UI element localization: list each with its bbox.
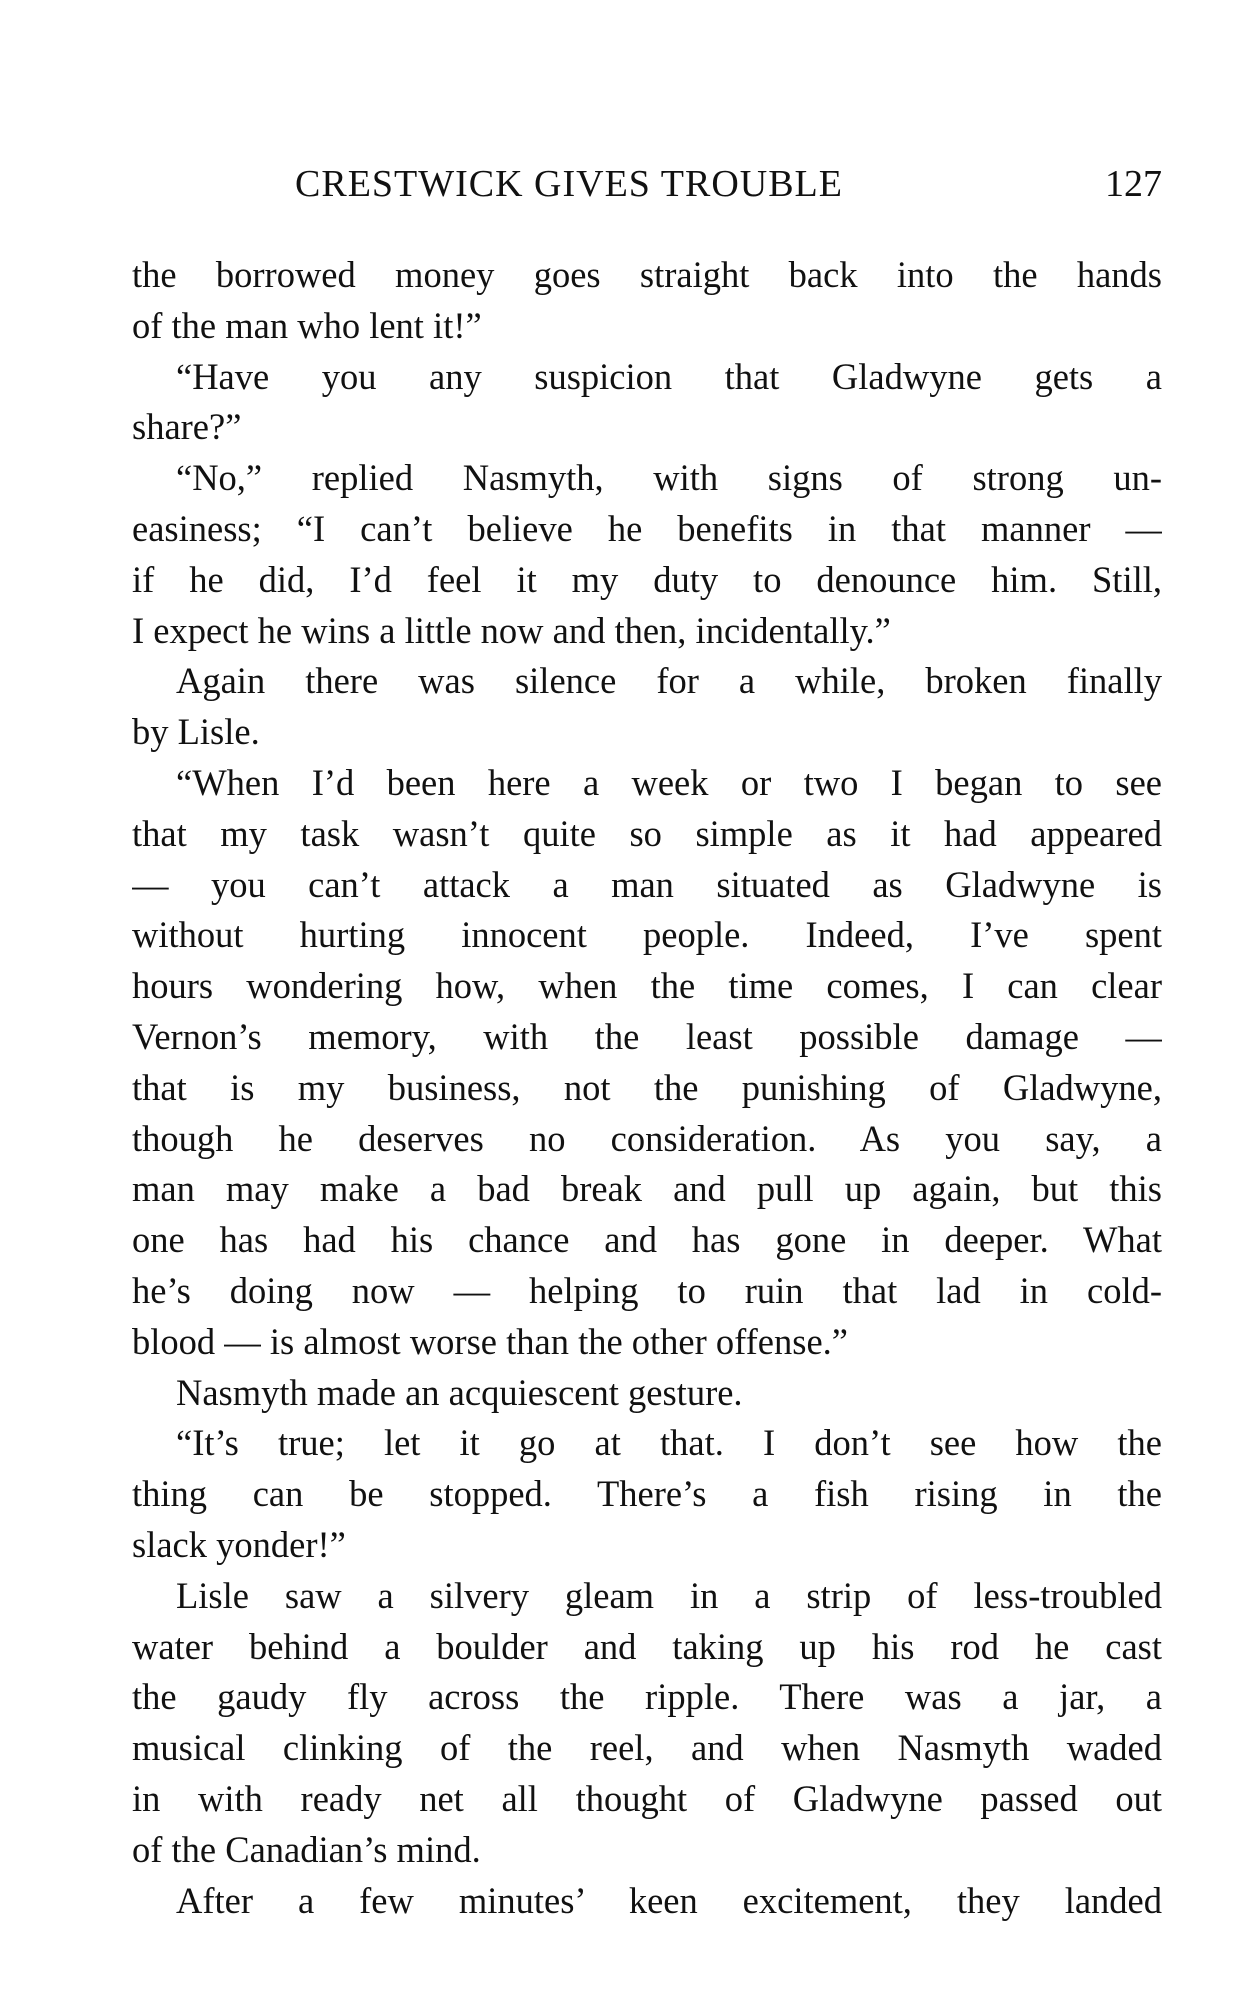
text-line: that my task wasn’t quite so simple as it had appeared [132,812,1162,854]
text-line: though he deserves no consideration. As you say, a [132,1117,1162,1159]
text-line: Vernon’s memory, with the least possible damage — [132,1015,1162,1057]
text-line: slack yonder!” [132,1523,346,1565]
text-line: without hurting innocent people. Indeed, I’ve spent [132,914,1162,956]
text-line: thing can be stopped. There’s a fish rising in the [132,1473,1162,1515]
text-line: of the man who lent it!” [132,304,482,346]
text-line: the gaudy fly across the ripple. There was a jar, a [132,1676,1162,1718]
text-line: I expect he wins a little now and then, incidentally.” [132,609,891,651]
text-line: After a few minutes’ keen excitement, they landed [176,1879,1162,1921]
text-line: “Have you any suspicion that Gladwyne gets a [176,355,1162,397]
text-line: he’s doing now — helping to ruin that lad in cold- [132,1269,1162,1311]
text-line: in with ready net all thought of Gladwyne passed out [132,1777,1162,1819]
running-title: CRESTWICK GIVES TROUBLE [295,163,843,205]
text-line: the borrowed money goes straight back into the hands [132,254,1162,295]
text-line: “It’s true; let it go at that. I don’t see how the [176,1422,1162,1464]
page-number: 127 [1105,163,1162,205]
text-line: if he did, I’d feel it my duty to denounce him. Still, [132,558,1162,600]
running-head [132,156,1162,212]
text-line: “When I’d been here a week or two I began to see [176,761,1162,803]
text-line: “No,” replied Nasmyth, with signs of strong un- [176,457,1162,499]
text-line: of the Canadian’s mind. [132,1828,481,1870]
text-line: easiness; “I can’t believe he benefits in that manner — [132,507,1162,549]
text-line: blood — is almost worse than the other offense.” [132,1320,848,1362]
text-line: one has had his chance and has gone in deeper. What [132,1219,1162,1261]
text-line: share?” [132,406,242,448]
text-line: — you can’t attack a man situated as Gladwyne is [132,863,1162,905]
text-line: Nasmyth made an acquiescent gesture. [176,1371,743,1413]
text-line: by Lisle. [132,711,260,753]
text-line: musical clinking of the reel, and when Nasmyth waded [132,1727,1162,1769]
body-text [132,250,1162,1926]
text-line: that is my business, not the punishing of Gladwyne, [132,1066,1162,1108]
text-line: man may make a bad break and pull up again, but this [132,1168,1162,1210]
text-line: hours wondering how, when the time comes, I can clear [132,965,1162,1007]
text-line: Lisle saw a silvery gleam in a strip of less-troubled [176,1574,1162,1616]
text-line: Again there was silence for a while, broken finally [176,660,1162,702]
text-line: water behind a boulder and taking up his rod he cast [132,1625,1162,1667]
